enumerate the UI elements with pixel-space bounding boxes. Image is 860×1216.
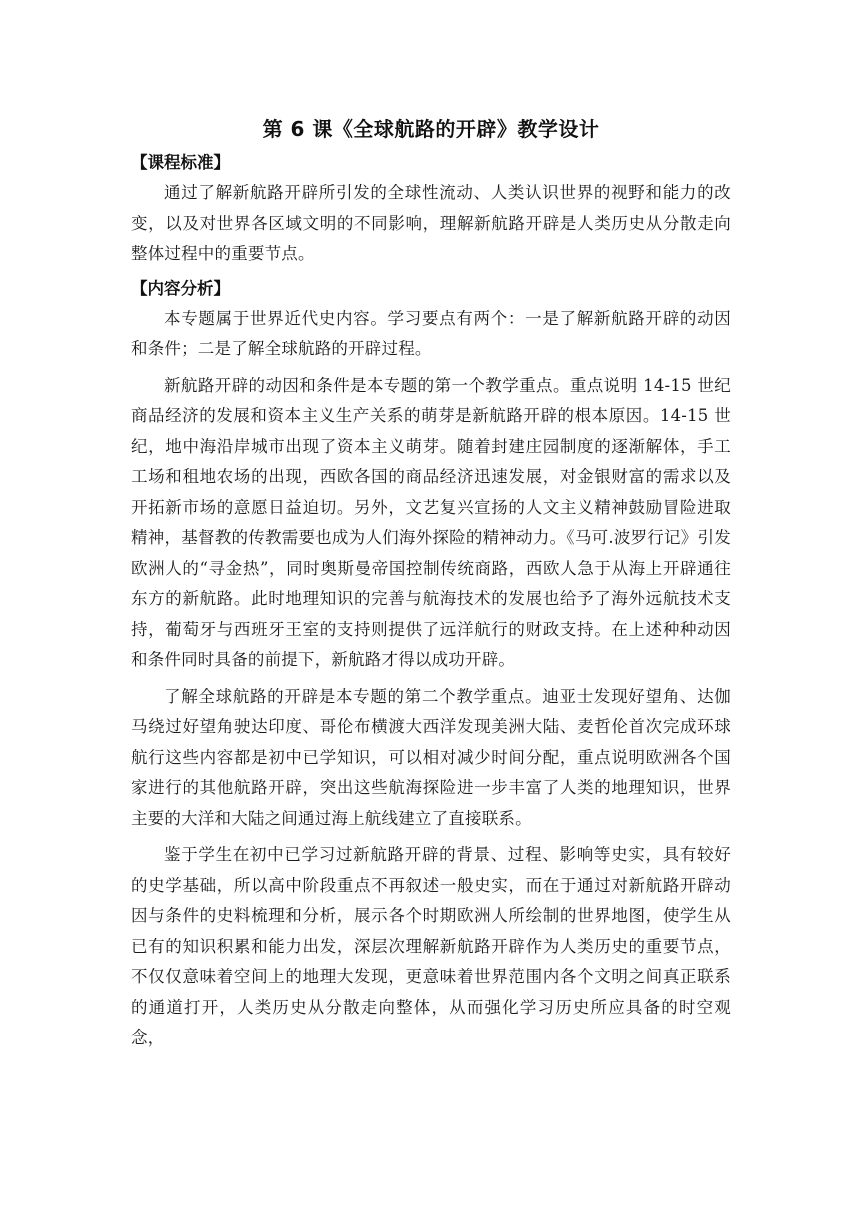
section-heading-content-analysis: 【内容分析】 bbox=[131, 278, 230, 298]
paragraph: 本专题属于世界近代史内容。学习要点有两个：一是了解新航路开辟的动因和条件；二是了解全球航路的开辟过程。 bbox=[131, 308, 731, 358]
section-course-standard bbox=[131, 148, 731, 270]
paragraph: 了解全球航路的开辟是本专题的第二个教学重点。迪亚士发现好望角、达伽马绕过好望角驶达印度、哥伦布横渡大西洋发现美洲大陆、麦哲伦首次完成环球航行这些内容都是初中已学知识，可以相对减少时间分配，重点说明欧洲各个国家进行的其他航路开辟，突出这些航海探险进一步丰富了人类的地理知识，世界主要的大洋和大陆之间通过海上航线建立了直接联系。 bbox=[131, 686, 731, 828]
document-body bbox=[131, 114, 731, 1054]
paragraph: 新航路开辟的动因和条件是本专题的第一个教学重点。重点说明 14-15 世纪商品经济的发展和资本主义生产关系的萌芽是新航路开辟的根本原因。14-15 世纪，地中海沿岸城市出现了资本主义萌芽。随着封建庄园制度的逐渐解体，手工工场和租地农场的出现，西欧各国的商品经济迅速发展，对金银财富的需求以及开拓新市场的意愿日益迫切。另外，文艺复兴宣扬的人文主义精神鼓励冒险进取精神，基督教的传教需要也成为人们海外探险的精神动力。《马可.波罗行记》引发欧洲人的“寻金热”，同时奥斯曼帝国控制传统商路，西欧人急于从海上开辟通往东方的新航路。此时地理知识的完善与航海技术的发展也给予了海外远航技术支持，葡萄牙与西班牙王室的支持则提供了远洋航行的财政支持。在上述种种动因和条件同时具备的前提下，新航路才得以成功开辟。 bbox=[131, 375, 731, 669]
paragraph: 鉴于学生在初中已学习过新航路开辟的背景、过程、影响等史实，具有较好的史学基础，所以高中阶段重点不再叙述一般史实，而在于通过对新航路开辟动因与条件的史料梳理和分析，展示各个时期欧洲人所绘制的世界地图，使学生从已有的知识积累和能力出发，深层次理解新航路开辟作为人类历史的重要节点，不仅仅意味着空间上的地理大发现，更意味着世界范围内各个文明之间真正联系的通道打开，人类历史从分散走向整体，从而强化学习历史所应具备的时空观念， bbox=[131, 845, 731, 1047]
page-title: 第 6 课《全球航路的开辟》教学设计 bbox=[262, 117, 600, 141]
paragraph: 通过了解新航路开辟所引发的全球性流动、人类认识世界的视野和能力的改变，以及对世界各区域文明的不同影响，理解新航路开辟是人类历史从分散走向整体过程中的重要节点。 bbox=[131, 183, 731, 263]
section-content-analysis bbox=[131, 274, 731, 1054]
section-heading-course-standard: 【课程标准】 bbox=[131, 153, 230, 172]
